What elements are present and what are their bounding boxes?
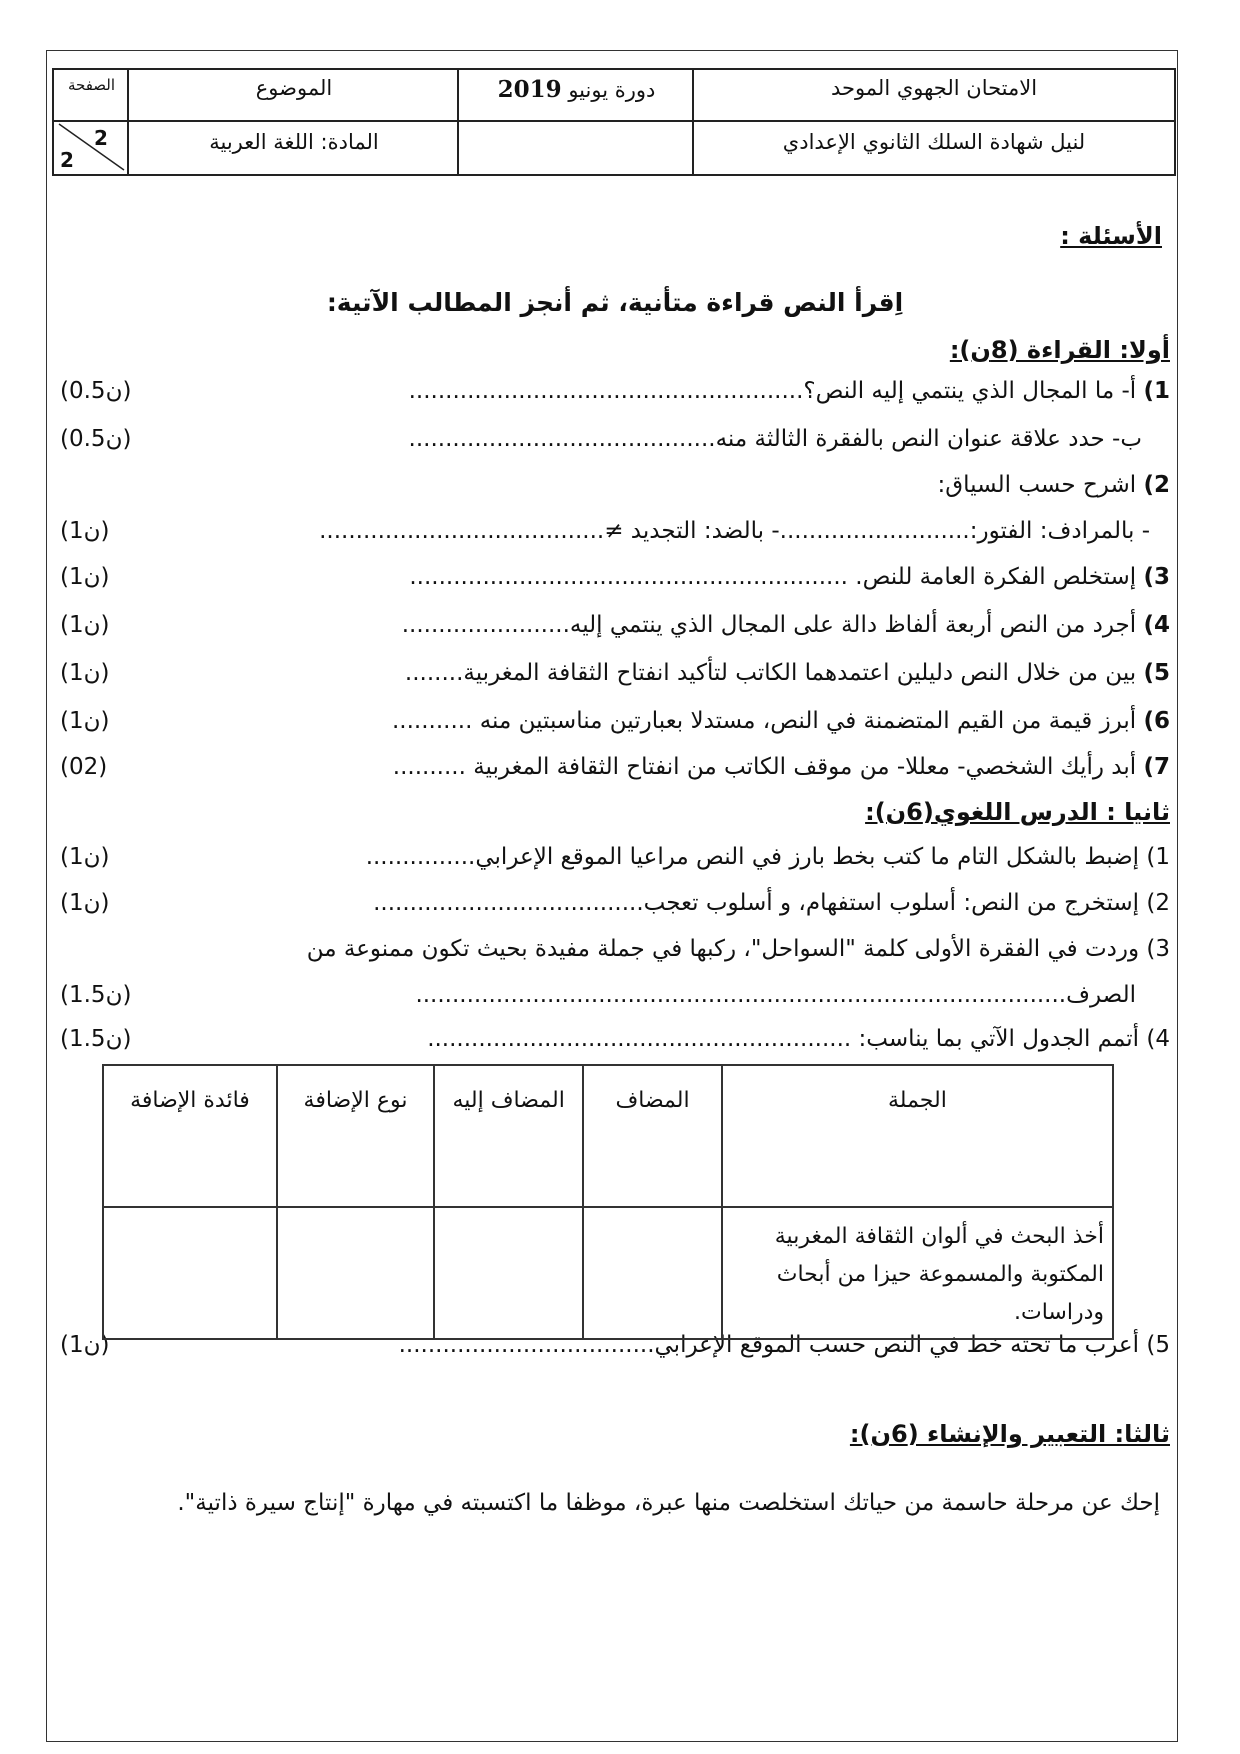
q-text: إستخلص الفكرة العامة للنص. ............................................................: [409, 564, 1137, 590]
questions-title: الأسئلة :: [1060, 222, 1162, 250]
idafa-table: [102, 1064, 1114, 1340]
session-prefix: دورة يونيو: [568, 78, 656, 102]
q-num: 2): [1146, 890, 1170, 916]
q-text: ب- حدد علاقة عنوان النص بالفقرة الثالثة منه..........................................: [408, 426, 1142, 452]
writing-prompt: إحك عن مرحلة حاسمة من حياتك استخلصت منها عبرة، موظفا ما اكتسبته في مهارة "إنتاج سيرة ذاتية".: [177, 1490, 1160, 1516]
table-cell-empty[interactable]: [103, 1207, 277, 1339]
q-text: أبد رأيك الشخصي- معللا- من موقف الكاتب من انفتاح الثقافة المغربية ..........: [392, 754, 1137, 780]
table-header: نوع الإضافة: [277, 1065, 434, 1207]
q-num: 3): [1146, 936, 1170, 962]
header-exam-cell: [692, 70, 1174, 174]
table-header: فائدة الإضافة: [103, 1065, 277, 1207]
table-header-row: [103, 1065, 1113, 1207]
q-text: أبرز قيمة من القيم المتضمنة في النص، مستدلا بعبارتين مناسبتين منه ...........: [391, 708, 1137, 734]
table-cell-empty[interactable]: [277, 1207, 434, 1339]
q-score: (02): [60, 754, 108, 780]
q-num: 4): [1146, 1026, 1170, 1052]
q-text: أجرد من النص أربعة ألفاظ دالة على المجال الذي ينتمي إليه.......................: [401, 612, 1137, 638]
reading-heading: أولا: القراءة (8ن):: [949, 336, 1170, 364]
q-score: (1ن): [60, 518, 110, 544]
page-label: الصفحة: [54, 70, 129, 122]
q-score: (1ن): [60, 1332, 110, 1358]
session-year: 2019: [497, 76, 562, 103]
q-text: وردت في الفقرة الأولى كلمة "السواحل"، ركبها في جملة مفيدة بحيث تكون ممنوعة من: [306, 936, 1140, 962]
q-text: أعرب ما تحته خط في النص حسب الموقع الإعرابي...................................: [398, 1332, 1140, 1358]
page-total: 2: [60, 148, 74, 172]
q-text: اشرح حسب السياق:: [937, 472, 1137, 498]
table-header: المضاف إليه: [434, 1065, 583, 1207]
q-score: (1.5ن): [60, 982, 132, 1008]
table-row: [103, 1207, 1113, 1339]
subject-label: المادة: اللغة العربية: [209, 130, 379, 154]
exam-title: الامتحان الجهوي الموحد: [694, 70, 1174, 122]
language-heading: ثانيا : الدرس اللغوي(6ن):: [865, 798, 1170, 826]
table-header: المضاف: [583, 1065, 722, 1207]
q-num: 4): [1143, 612, 1170, 638]
q-num: 1): [1143, 378, 1170, 404]
topic-label: الموضوع: [129, 70, 459, 122]
q-score: (1ن): [60, 844, 110, 870]
writing-heading: ثالثا: التعبير والإنشاء (6ن):: [849, 1420, 1170, 1448]
q-score: (0.5ن): [60, 426, 132, 452]
q-num: 3): [1143, 564, 1170, 590]
table-cell-empty[interactable]: [583, 1207, 722, 1339]
q-text: أتمم الجدول الآتي بما يناسب: ..........................................................: [427, 1026, 1140, 1052]
q-score: (1ن): [60, 660, 110, 686]
session: [459, 70, 694, 122]
q-num: 6): [1143, 708, 1170, 734]
q-text: أ- ما المجال الذي ينتمي إليه النص؟......................................................: [408, 378, 1137, 404]
q-score: (1ن): [60, 612, 110, 638]
q-score: (0.5ن): [60, 378, 132, 404]
q-text: الصرف.........................................................................................: [415, 982, 1136, 1008]
exam-header: [52, 68, 1176, 176]
q-num: 5): [1146, 1332, 1170, 1358]
q-score: (1.5ن): [60, 1026, 132, 1052]
table-cell-empty[interactable]: [434, 1207, 583, 1339]
header-page-cell: [54, 70, 129, 174]
header-topic-cell: [127, 70, 459, 174]
q-num: 7): [1143, 754, 1170, 780]
page-current: 2: [94, 126, 108, 150]
certificate-title: لنيل شهادة السلك الثانوي الإعدادي: [782, 130, 1086, 154]
q-num: 5): [1143, 660, 1170, 686]
instruction: اِقرأ النص قراءة متأنية، ثم أنجز المطالب الآتية:: [326, 288, 904, 317]
q-text: بين من خلال النص دليلين اعتمدهما الكاتب لتأكيد انفتاح الثقافة المغربية........: [404, 660, 1137, 686]
q-num: 2): [1143, 472, 1170, 498]
q-text: إضبط بالشكل التام ما كتب بخط بارز في النص مراعيا الموقع الإعرابي...............: [365, 844, 1140, 870]
q-score: (1ن): [60, 564, 110, 590]
q-num: 1): [1146, 844, 1170, 870]
q-text: إستخرج من النص: أسلوب استفهام، و أسلوب تعجب.....................................: [373, 890, 1140, 916]
q-score: (1ن): [60, 708, 110, 734]
table-header: الجملة: [722, 1065, 1113, 1207]
q-text: - بالمرادف: الفتور:..........................- بالضد: التجديد ≠.......................................: [319, 518, 1150, 544]
table-sentence: أخذ البحث في ألوان الثقافة المغربية المكتوبة والمسموعة حيزا من أبحاث ودراسات.: [722, 1207, 1113, 1339]
header-session-cell: [457, 70, 694, 174]
q-score: (1ن): [60, 890, 110, 916]
